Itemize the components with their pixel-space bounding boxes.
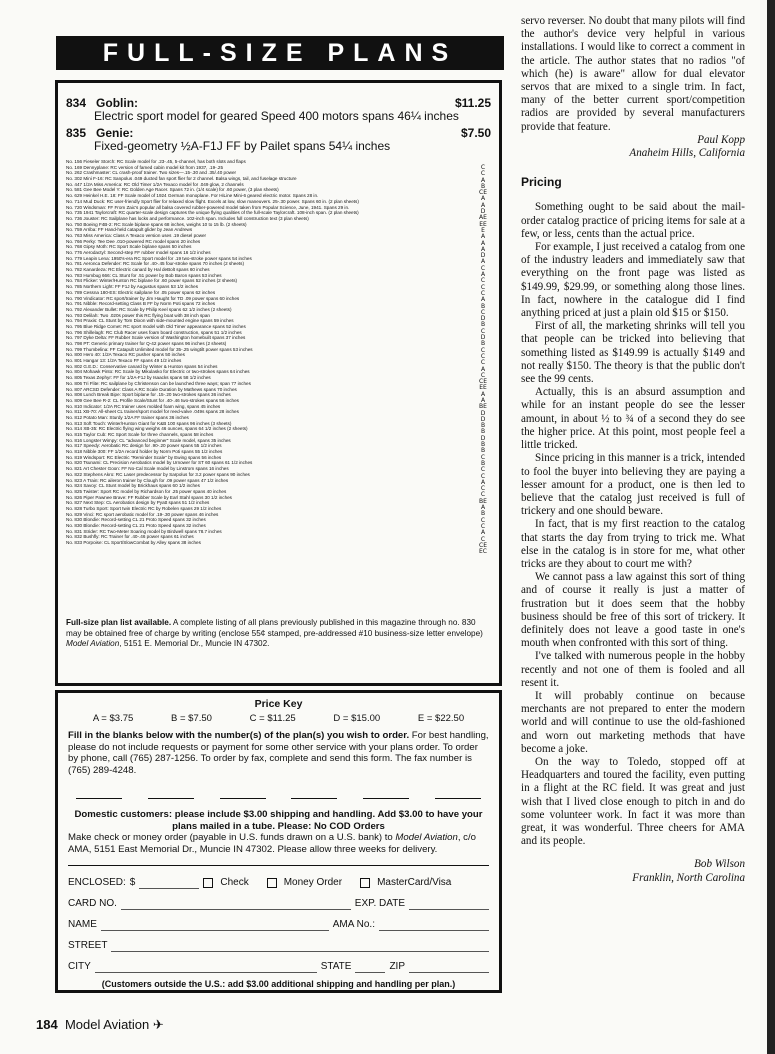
order-form	[68, 865, 489, 991]
city-field[interactable]	[95, 960, 317, 973]
plan-list-item: No. 798 PT: Generic primary trainer for Q-42 power spans 96 inches (2 sheets)	[66, 341, 227, 346]
street-field[interactable]	[111, 939, 489, 952]
plan-list-item: No. 797 Dyke Delta: FF Rubber Scale version of Washington homebuilt spans 37 inches	[66, 335, 246, 341]
payment-line	[68, 872, 489, 893]
plan-list-item: No. 790 Vindicator: RC sport/trainer by Jim Haught for TD .09 power spans 60 inches	[66, 295, 240, 301]
plan-list-item: No. 809 Gee Bee R-2: CL Profile Scale/Stunt for .40-.46 two-strokes spans 56 inches	[66, 397, 239, 403]
plan-description: Fixed-geometry ½A-F1J FF by Pailet spans 54¼ inches	[94, 139, 391, 153]
ama-number-label: AMA No.:	[332, 919, 375, 930]
pricing-paragraph: For example, I just received a catalog from one of the industry leaders and immediately saw that everything on the front page was listed as $149.99, $29.99, or something along those lines. In fact, nowhere in the catalogue did I find anything priced at just a plain old $15 or $150.	[521, 241, 745, 320]
plan-list-item: No. 829 Vinci: RC sport aerobatic model for .19-.30 power spans 46 inches	[66, 511, 219, 517]
plan-number: 835	[66, 126, 87, 140]
card-number-field[interactable]	[121, 897, 351, 910]
page-edge	[767, 0, 775, 1054]
plan-list-item: No. 808 Lunch Break Bipe: Sport biplane for .15-.20 two-strokes spans 36 inches	[66, 392, 231, 398]
zip-label: ZIP	[389, 961, 405, 972]
plan-price: $7.50	[460, 126, 491, 140]
plan-list-item: No. 768 Gipsy Moth: RC Sport Scale biplane spans 50 inches	[66, 244, 192, 250]
letter-signature-name: Paul Kopp	[697, 133, 745, 146]
plan-list-item: No. 800 Hero 40: 1/2A Texaco RC pusher spans 50 inches	[66, 352, 185, 358]
plan-list-item: No. 447 1/2A Miss America: RC Old Timer 1/2A Texaco model for .049 glow, 2 channels	[66, 181, 244, 187]
plan-list-item: No. 793 Delilah: Two .020s power this RC flying boat with 38 inch span	[66, 312, 210, 318]
state-field[interactable]	[355, 960, 385, 973]
letter-signature-location: Anaheim Hills, California	[629, 147, 745, 160]
plan-list-item: No. 815 Taylor Cub: RC Sport Scale for three channels, spans 58 inches	[66, 432, 214, 437]
plan-list-item: No. 759 Arriba: FF Hand-held catapult glider by Jean Andrews	[66, 227, 193, 233]
plan-list-item: No. 820 Tsunami: CL Precision Aerobatics model by Urnower for ST 60 spans 61 1/2 inches	[66, 460, 253, 466]
availability-note	[66, 618, 491, 650]
expiration-field[interactable]	[409, 897, 489, 910]
section-banner: FULL-SIZE PLANS	[56, 36, 504, 70]
plans-list-box	[55, 80, 502, 686]
plan-list-item: No. 801 Hangar 13: 1/2A Texaco FF spans 49 1/2 inches	[66, 358, 182, 364]
order-instructions-lead: Fill in the blanks below with the number(s) of the plan(s) you wish to order.	[68, 730, 410, 741]
name-field[interactable]	[101, 918, 329, 931]
pricing-paragraph: First of all, the marketing shrinks will tell you that people can be tricked into believing that something listed as $149.99 is actually $149 and not really $150. The theory is that the public don't see the 99 cents.	[521, 320, 745, 386]
plan-list-item: No. 827 Next Step: CL Aerobatics design by Pyatt spans 51 1/2 inches	[66, 500, 210, 506]
card-number-label: CARD NO.	[68, 898, 117, 909]
international-note: (Customers outside the U.S.: add $3.00 additional shipping and handling per plan.)	[101, 979, 456, 989]
city-label: CITY	[68, 961, 91, 972]
plan-list-item: No. 814 XB-35: RC Electric flying wing weighs 46 ounces, spans 64 1/2 inches (2 sheets)	[66, 426, 248, 432]
plan-number-blank[interactable]	[220, 786, 266, 799]
pricing-paragraph: On the way to Toledo, stopped off at Headquarters and toured the facility, even putting in a flight at the RC field. It was great and just wish that I lived close enough to pitch in and do some volunteer work. In fact it was more than great, it was wonderful. Three cheers for AMA and its people.	[521, 755, 745, 848]
order-instructions	[68, 730, 489, 776]
plan-list-item: No. 804 Mohawk Pinto: RC Scale by Mikulasko for Electric or two-strokes spans 64 inches	[66, 369, 250, 375]
price-key-row	[74, 713, 483, 725]
plan-list-item: No. 802 G.E.D.: Conservative canard by Winter & Hunton spans 54 inches	[66, 363, 218, 369]
plan-list-item: No. 783 Humbug 666: CL Stunt for .51 power by Bob Baron spans 53 inches	[66, 272, 222, 278]
pricing-paragraph: I've talked with numerous people in the hobby recently and not one of them is fooled and all resent it.	[521, 650, 745, 689]
plan-list-item: No. 810 Indicator: 1/2A RC trainer uses molded foam wing, spans 45 inches	[66, 403, 221, 409]
zip-field[interactable]	[409, 960, 489, 973]
magazine-name: Model Aviation	[64, 1017, 150, 1032]
payable-text-1: Make check or money order (payable in U.S. funds drawn on a U.S. bank) to	[68, 832, 393, 843]
plan-list-item: No. 796 Shillelagh: RC Club Racer uses foam board construction, spans 51 1/2 inches	[66, 329, 242, 335]
city-line	[68, 956, 489, 977]
plan-list-item: No. 805 Texas Zephyr: FF for 1/2A-F1J by Isaacks spans 58 1/2 inches	[66, 375, 211, 381]
plan-name: Goblin:	[96, 96, 139, 110]
featured-plan	[66, 127, 491, 153]
price-letters-column: CCABCEAADAEEEEAAADACACCCABCDBCDBCCCACCEEEAABEDDBBDBBCBCCACCBEABCCACCEEC	[479, 164, 487, 556]
plan-list-item: No. 784 Flicker: Winter/Hunton RC biplane for .60 power spans 52 inches (2 sheets)	[66, 278, 238, 284]
note-magazine: Model Aviation	[66, 639, 120, 648]
mastercard-visa-checkbox[interactable]	[360, 878, 370, 888]
plan-list-item: No. 791 Nibble: Record-setting Class B FF by Norm Poti spans 72 inches	[66, 301, 216, 307]
plan-list-item: No. 811 XB-70: All-sheet CL trainer/sport model for reed-valve .049s spans 28 inches	[66, 409, 239, 415]
check-checkbox[interactable]	[203, 878, 213, 888]
plan-number-blank[interactable]	[76, 786, 122, 799]
plan-list-item: No. 823 A Train: RC aileron trainer by Clough for .09 power spans 47 1/2 inches	[66, 477, 229, 483]
payable-note	[68, 832, 489, 855]
plan-number-blank[interactable]	[291, 786, 337, 799]
plan-list-item: No. 629 Heinkel H.E. 18: FF Scale model of 1924 German monoplane. For HiLine Mini-6 geared electric motor. Spans 28 in.	[66, 193, 319, 199]
plan-list-item: No. 792 Alexander Bullet: RC Scale by Philip Keel spans 62 1/2 inches (2 sheets)	[66, 306, 232, 312]
plan-list-item: No. 816 Longster Wimpy: CL "advanced beginner" Scale model, spans 35 inches	[66, 437, 231, 443]
plan-list-item: No. 779 Leapin Lena: 1950's-era RC Sport model for .19 two-stroke power spans 54 inches	[66, 255, 252, 261]
plan-list-item: No. 302 Mini F-16: RC Sanpolus .049 ducted fan sport flier for 2 channel. Balsa wings, tail, and fuselage structure	[66, 176, 297, 182]
plan-list-item: No. 825 Twister: Sport RC model by Richardson for .25 power spans 40 inches	[66, 488, 227, 494]
plan-list-item: No. 785 Northern Light: FF F1J by Augustus spans 53 1/2 inches	[66, 284, 199, 290]
plan-list-item: No. 830 Blondie: Record-setting CL 21 Proto Speed spans 32 inches	[66, 517, 206, 523]
money-order-checkbox[interactable]	[267, 878, 277, 888]
pricing-signature-location: Franklin, North Carolina	[632, 871, 745, 884]
plan-list-item: No. 817 Speedy: Aerobatic RC design for .90-.20 power spans 55 1/2 inches	[66, 443, 222, 449]
plan-list-item: No. 826 Piper Pawnee Brave: FF Rubber Scale by Earl Stahl spans 30 1/2 inches	[66, 494, 232, 500]
plan-number-blank[interactable]	[148, 786, 194, 799]
plan-price: $11.25	[454, 96, 491, 110]
plan-list-item: No. 156 Fieseler Storch: RC Scale model for .23-.45, 5-channel, has both slots and flaps	[66, 159, 246, 164]
plan-list-item: No. 830 Blondie: Record-setting CL 21 Proto Speed spans 32 inches	[66, 523, 206, 528]
plan-list-item: No. 720 Windsman: FF From Zaic's popular all balsa covered rubber-powered model taken from Popular Science, June, 1941. Spans 29 in.	[66, 204, 350, 210]
plan-list-item: No. 828 Turbo Sport: Sport twin Electric RC by Robelen spans 29 1/2 inches	[66, 505, 222, 511]
plan-list-item: No. 736 Jouster: RC Sailplane has locks and performance. 102-inch span. Includes full construction text (3 plan sheets)	[66, 215, 309, 221]
plan-list-item: No. 781 Aeronca Defender: RC Scale for .40-.45 four-stroke spans 70 inches (2 sheets)	[66, 261, 244, 267]
plan-number-blank[interactable]	[363, 786, 409, 799]
order-form-box	[55, 690, 502, 993]
letter-paragraph: servo reverser. No doubt that many pilots will find the author's device very helpful in various installations. I would like to correct a comment in the article. The author states that no radios "of which (he) is aware" allow for dual elevator servos that are mixed to a single trim. In fact, many of the better current sport/competition radios are provided by several manufacturers provide that feature.	[521, 15, 745, 133]
price-key-item: C = $11.25	[249, 712, 296, 724]
plan-list-item: No. 833 Porpoise: CL Sport/SlowCombat by Alley spans 38 inches	[66, 540, 201, 546]
pricing-heading: Pricing	[521, 175, 562, 190]
dollar-sign: $	[129, 877, 136, 888]
plan-list-item: No. 813 Soft Touch: Winter/Hunton Giant for K&B 100 spans 96 inches (3 sheets)	[66, 420, 232, 426]
plan-list-item: No. 794 Praxis: CL Stunt by Tom Dixon with side-mounted engine spans 59 inches	[66, 318, 234, 324]
plan-list-item: No. 822 Stephens Akro: RC Laser predecessor by Sarpolus for 3.2 power spans 90 inches	[66, 471, 250, 477]
price-key-item: D = $15.00	[333, 712, 381, 724]
plan-list-item: No. 776 Aerodactyl: Second-step FF rubber model spans 16 1/2 inches	[66, 250, 211, 255]
plan-list-item: No. 763 Miss America: Class A Texaco version uses .19 diesel power	[66, 232, 207, 238]
price-key-item: E = $22.50	[417, 712, 465, 724]
plan-list-item: No. 806 Tri Flite: RC sailplane by Christenson can be launched three ways; span 77 inches	[66, 380, 251, 386]
plan-list-item: No. 824 Savoy: CL Stunt model by Brickhaus spans 60 1/2 inches	[66, 483, 200, 489]
domestic-shipping-note: Domestic customers: please include $3.00 shipping and handling. Add $3.00 to have your plans mailed in a tube. Please: No COD Orders	[74, 809, 483, 832]
plan-list-item: No. 821 Art Chester Goon: FF No-Cal Scale model by Linstrom spans 16 inches	[66, 466, 229, 472]
plan-list-item: No. 789 Cessna 180-ES: Electric sailplane for .05 power spans 62 inches	[66, 289, 216, 295]
street-line	[68, 935, 489, 956]
expiration-label: EXP. DATE	[354, 898, 405, 909]
plan-list	[66, 159, 491, 614]
pricing-paragraph: In fact, that is my first reaction to the catalog that starts the day from trying to trick me. What else in the catalog is in store for me, what other tricks are they about to court me with?	[521, 518, 745, 570]
card-line	[68, 893, 489, 914]
enclosed-label: ENCLOSED:	[68, 877, 126, 888]
plan-list-item: No. 795 Blue Ridge Comet: RC sport model with Old Timer appearance spans 52 inches	[66, 323, 246, 329]
state-label: STATE	[320, 961, 352, 972]
payable-magazine: Model Aviation	[395, 832, 458, 843]
airplane-icon: ✈	[152, 1017, 164, 1032]
pricing-signature-name: Bob Wilson	[694, 858, 745, 871]
page-footer	[36, 1017, 164, 1033]
payable-text-2: , c/o AMA, 5151 East Memorial Dr., Muncie IN 47302. Please allow three weeks for delivery.	[68, 832, 476, 855]
plan-list-item: No. 262 Crashmaster: CL crash-proof trainer. Two sizes—.15-.30 and .35/.40 power	[66, 170, 237, 176]
note-body: A complete listing of all plans previously published in this magazine through no. 830 may be obtained free of charge by writing (enclose 55¢ stamped, pre-addressed #10 business-size letter envelope)	[66, 618, 483, 638]
check-label: Check	[220, 877, 249, 888]
page-number: 184	[36, 1017, 58, 1032]
price-key-item: B = $7.50	[171, 712, 212, 724]
plan-list-item: No. 831 Strider: RC Two-Meter Soaring model by Birdwell spans 78.7 inches	[66, 528, 222, 534]
plan-number-blank[interactable]	[435, 786, 481, 799]
plan-list-item: No. 714 Mud Duck: RC user-friendly Sport flier for relaxed slow flight. Excels at low, slow maneuvers. 25-.30 power. Spans 60 in. (2 plan sheets)	[66, 198, 359, 204]
letters-column	[521, 15, 745, 885]
pricing-paragraph: Since pricing in this manner is a trick, intended to fool the buyer into believing they are paying a lesser amount for a product, one is then led to believe that the catalog just received is full of trickery and one should beware.	[521, 452, 745, 518]
money-order-label: Money Order	[283, 877, 343, 888]
plan-list-item: No. 812 Potato Man: Sturdy 1/2A FF trainer spans 36 inches	[66, 414, 189, 420]
street-label: STREET	[68, 940, 108, 951]
plan-list-item: No. 735 1941 Taylorcraft: RC quarter-scale design captures the unique flying qualities of the full-scale Taylorcraft. 108-inch span. (2 plan sheets)	[66, 210, 359, 216]
pricing-paragraph: It will probably continue on because merchants are not prepared to enter the modern world and will continue to use the old-fashioned and worn out marketing methods that have become a joke.	[521, 689, 745, 755]
plan-list-item: No. 169 Dennyplane: RC version of famed cabin model kit from 1937, .19-.25	[66, 164, 224, 170]
plan-list-item: No. 819 Windsport: RC Electric "Reminder Scale" by Ewing spans 56 inches	[66, 454, 222, 460]
pricing-paragraph: We cannot pass a law against this sort of thing and of course it really is just a matter of frustration but it does seem that the hobby business should be free of this sort of trickery. It definitely does not leave a good taste in one's mouth when confronted with this sort of thing.	[521, 571, 745, 650]
plan-list-item: No. 766 Perky: Tee Dee .010-powered RC model spans 20 inches	[66, 238, 201, 244]
plan-list-item: No. 750 Boeing F4B-2: RC Scale biplane spans 68 inches, weighs 10 to 15 lb. (2 sheets)	[66, 221, 247, 227]
name-line	[68, 914, 489, 935]
pricing-paragraph: Actually, this is an absurd assumption and while for an instant people do see the lesser amount, in about ½ to ¾ of a second they do see the higher price. At this point, most people feel a little tricked.	[521, 386, 745, 452]
plan-number-blanks	[76, 786, 481, 799]
amount-field[interactable]	[139, 876, 199, 889]
plan-name: Genie:	[96, 126, 134, 140]
plan-list-item: No. 782 Kanardeza: RC Electric canard by Hal deBolt spans 60 inches	[66, 267, 210, 273]
name-label: NAME	[68, 919, 97, 930]
plan-list-item: No. 581 Gee Bee Model Y: RC Golden Age Racer. Spans 72 in. (1/4 scale) for .60 power, (3 plan sheets)	[66, 187, 279, 193]
note-lead: Full-size plan list available.	[66, 618, 172, 627]
plan-list-item: No. 799 Thumbelina: FF Catapult Unlimited model for 35-.25 wingtilt power spans 53 inches	[66, 346, 253, 352]
pricing-paragraph: Something ought to be said about the mail-order catalog practice of pricing items for sale at a few, or less, cents than the actual price.	[521, 201, 745, 240]
ama-number-field[interactable]	[379, 918, 489, 931]
plan-list-item: No. 818 Nibble 300: FF 1/2A record holder by Norm Poti spans 55 1/2 inches	[66, 449, 223, 455]
featured-plan	[66, 97, 491, 123]
order-instructions-body: For best handling, please do not include requests or payment for some other service with your plans order. To order by phone, call (765) 287-1256. To order by fax, complete and send this form. The fax number is (765) 289-4248.	[68, 730, 489, 776]
price-key-item: A = $3.75	[92, 712, 134, 724]
plan-description: Electric sport model for geared Speed 400 motors spans 46¼ inches	[94, 109, 459, 123]
plan-list-item: No. 807 ARCSD Defender: Class A RC Scale Duration by Mathews spans 70 inches	[66, 386, 237, 392]
plan-number: 834	[66, 96, 87, 110]
mastercard-visa-label: MasterCard/Visa	[377, 877, 452, 888]
note-address: , 5151 E. Memorial Dr., Muncie IN 47302.	[119, 639, 270, 648]
price-key-title: Price Key	[254, 698, 303, 710]
plan-list-item: No. 832 Bushfly: RC Trainer for .40-.46 power spans 61 inches	[66, 534, 194, 540]
